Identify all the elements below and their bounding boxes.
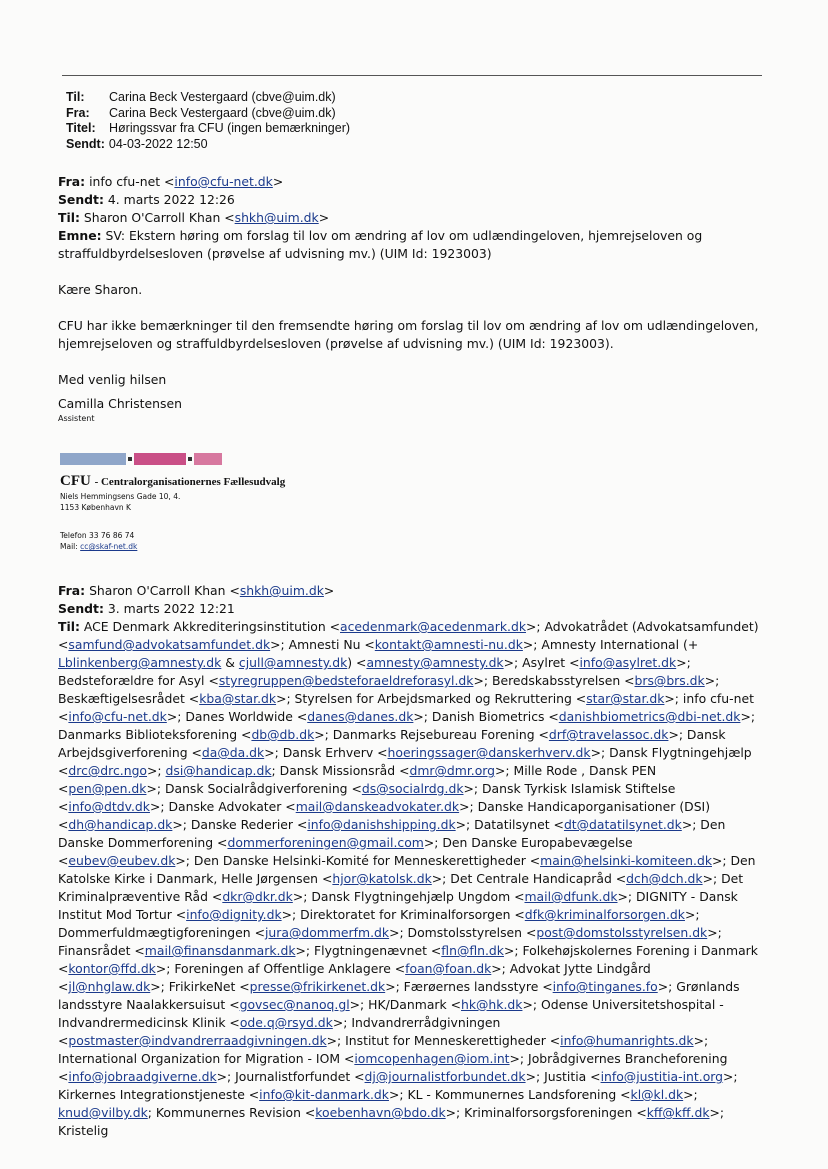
recipient-text: >; Dansk Flygtningehjælp Ungdom < — [292, 889, 525, 904]
org-address — [60, 491, 180, 513]
recipient-email-link[interactable]: danes@danes.dk — [307, 709, 414, 724]
recipient-email-link[interactable]: Lblinkenberg@amnesty.dk — [58, 655, 222, 670]
recipient-email-link[interactable]: cjull@amnesty.dk — [238, 655, 348, 670]
recipient-text: >; Styrelsen for Arbejdsmarked og Rekruttering < — [276, 691, 587, 706]
recipient-email-link[interactable]: kontakt@amnesti-nu.dk — [374, 637, 523, 652]
recipient-email-link[interactable]: mail@finansdanmark.dk — [144, 943, 296, 958]
recipient-text: ; Kommunernes Revision < — [147, 1105, 316, 1120]
logo-dot — [128, 457, 132, 461]
recipient-text: >; Datatilsynet < — [455, 817, 564, 832]
recipient-email-link[interactable]: info@dignity.dk — [186, 907, 282, 922]
recipient-email-link[interactable]: danishbiometrics@dbi-net.dk — [558, 709, 741, 724]
logo-block-magenta — [134, 453, 186, 465]
recipient-email-link[interactable]: dj@journalistforbundet.dk — [364, 1069, 526, 1084]
recipient-text: >; Indvandrerrådgivningen < — [58, 1015, 501, 1048]
recipient-email-link[interactable]: styregruppen@bedsteforaeldreforasyl.dk — [218, 673, 474, 688]
recipient-text: >; Journalistforfundet < — [216, 1069, 365, 1084]
recipient-text: >; Domstolsstyrelsen < — [389, 925, 537, 940]
recipient-email-link[interactable]: kontor@ffd.dk — [68, 961, 156, 976]
recipient-text: >; Dansk Flygtningehjælp < — [58, 745, 752, 778]
recipient-text: >; Beredskabsstyrelsen < — [473, 673, 635, 688]
recipient-email-link[interactable]: main@helsinki-komiteen.dk — [540, 853, 712, 868]
recipient-email-link[interactable]: info@asylret.dk — [579, 655, 677, 670]
til-value: Carina Beck Vestergaard (cbve@uim.dk) — [109, 90, 336, 104]
email-reply — [58, 173, 760, 424]
recipient-text: >; Den Danske Helsinki-Komité for Menneskerettigheder < — [175, 853, 541, 868]
recipient-email-link[interactable]: info@cfu-net.dk — [68, 709, 167, 724]
recipient-email-link[interactable]: hk@hk.dk — [461, 997, 523, 1012]
recipient-text: >; Danske Handicaporganisationer (DSI) < — [58, 799, 711, 832]
recipient-text: >; Foreningen af Offentlige Anklagere < — [155, 961, 406, 976]
recipient-text: >; Dansk Socialrådgiverforening < — [146, 781, 362, 796]
recipient-text: >; Danmarks Biblioteksforening < — [58, 709, 755, 742]
recipient-text: >; Den Danske Europabevægelse < — [58, 835, 633, 868]
recipient-email-link[interactable]: samfund@advokatsamfundet.dk — [68, 637, 271, 652]
recipient-text: >; — [683, 1087, 698, 1102]
recipient-text: >; Danes Worldwide < — [166, 709, 308, 724]
email1-sent: Sendt: 4. marts 2022 12:26 — [58, 192, 235, 207]
recipient-text: >; Kriminalforsorgsforeningen < — [445, 1105, 647, 1120]
recipient-text: >; Grønlands landsstyre Naalakkersuisut < — [58, 979, 740, 1012]
fra-label: Fra: — [66, 105, 90, 120]
recipient-text: >; Advokatrådet (Advokatsamfundet) < — [58, 619, 759, 652]
recipient-text: >; Kirkernes Integrationstjeneste < — [58, 1069, 738, 1102]
recipient-text: >; Danske Advokater < — [149, 799, 296, 814]
recipient-text: ACE Denmark Akkrediteringsinstitution < — [83, 619, 341, 634]
recipient-email-link[interactable]: mail@dfunk.dk — [524, 889, 618, 904]
recipient-text: >; Amnesty International (+ — [522, 637, 699, 652]
recipient-text: & — [221, 655, 239, 670]
recipient-email-link[interactable]: info@kit-danmark.dk — [259, 1087, 389, 1102]
recipient-text: >; Jobrådgivernes Brancheforening < — [58, 1051, 728, 1084]
logo-block-pink — [194, 453, 222, 465]
recipient-email-link[interactable]: brs@brs.dk — [634, 673, 705, 688]
recipient-text: >; Dommerfuldmægtigforeningen < — [58, 907, 700, 940]
recipient-email-link[interactable]: amnesty@amnesty.dk — [366, 655, 504, 670]
recipient-email-link[interactable]: eubev@eubev.dk — [68, 853, 176, 868]
recipient-text: >; Danmarks Rejsebureau Forening < — [314, 727, 549, 742]
recipient-email-link[interactable]: ds@socialrdg.dk — [361, 781, 464, 796]
print-header — [66, 90, 350, 152]
email1-body: CFU har ikke bemærkninger til den fremsendte høring om forslag til lov om ændring af lov om udlændingeloven, hjemrejseloven og straffuldbyrdelsesloven (prøvelse af udvisning mv.) (UIM Id: 1923003). — [58, 318, 759, 351]
recipient-email-link[interactable]: govsec@nanoq.gl — [239, 997, 350, 1012]
recipient-text: >; Asylret < — [503, 655, 580, 670]
recipient-text: >; Den Katolske Kirke i Danmark, Helle Jørgensen < — [58, 853, 756, 886]
email2-recipients: Til: ACE Denmark Akkrediteringsinstitution <acedenmark@acedenmark.dk>; Advokatrådet (Advokatsamfundet) <samfund@advokatsamfundet.dk>; Amnesti Nu <kontakt@amnesti-nu.dk>; Amnesty International (+ Lblinkenberg@amnesty.dk & cjull@amnesty.dk) <amnesty@amnesty.dk>; Asylret <info@asylret.dk>; Bedsteforældre for Asyl <styregruppen@bedsteforaeldreforasyl.dk>; Beredskabsstyrelsen <brs@brs.dk>; Beskæftigelsesrådet <kba@star.dk>; Styrelsen for Arbejdsmarked og Rekruttering <star@star.dk>; info cfu-net <info@cfu-net.dk>; Danes Worldwide <danes@danes.dk>; Danish Biometrics <danishbiometrics@dbi-net.dk>; Danmarks Biblioteksforening <db@db.dk>; Danmarks Rejsebureau Forening <drf@travelassoc.dk>; Dansk Arbejdsgiverforening <da@da.dk>; Dansk Erhverv <hoeringssager@danskerhverv.dk>; Dansk Flygtningehjælp <drc@drc.ngo>; dsi@handicap.dk; Dansk Missionsråd <dmr@dmr.org>; Mille Rode , Dansk PEN <pen@pen.dk>; Dansk Socialrådgiverforening <ds@socialrdg.dk>; Dansk Tyrkisk Islamisk Stiftelse <info@dtdv.dk>; Danske Advokater <mail@danskeadvokater.dk>; Danske Handicaporganisationer (DSI) <dh@handicap.dk>; Danske Rederier <info@danishshipping.dk>; Datatilsynet <dt@datatilsynet.dk>; Den Danske Dommerforening <dommerforeningen@gmail.com>; Den Danske Europabevægelse <eubev@eubev.dk>; Den Danske Helsinki-Komité for Menneskerettigheder <main@helsinki-komiteen.dk>; Den Katolske Kirke i Danmark, Helle Jørgensen <hjor@katolsk.dk>; Det Centrale Handicapråd <dch@dch.dk>; Det Kriminalpræventive Råd <dkr@dkr.dk>; Dansk Flygtningehjælp Ungdom <mail@dfunk.dk>; DIGNITY - Dansk Institut Mod Tortur <info@dignity.dk>; Direktoratet for Kriminalforsorgen <dfk@kriminalforsorgen.dk>; Dommerfuldmægtigforeningen <jura@dommerfm.dk>; Domstolsstyrelsen <post@domstolsstyrelsen.dk>; Finansrådet <mail@finansdanmark.dk>; Flygtningenævnet <fln@fln.dk>; Folkehøjskolernes Forening i Danmark <kontor@ffd.dk>; Foreningen af Offentlige Anklagere <foan@foan.dk>; Advokat Jytte Lindgård <jl@nhglaw.dk>; FrikirkeNet <presse@frikirkenet.dk>; Færøernes landsstyre <info@tinganes.fo>; Grønlands landsstyre Naalakkersuisut <govsec@nanoq.gl>; HK/Danmark <hk@hk.dk>; Odense Universitetshospital - Indvandrermedicinsk Klinik <ode.q@rsyd.dk>; Indvandrerrådgivningen <postmaster@indvandrerraadgivningen.dk>; Institut for Menneskerettigheder <info@humanrights.dk>; International Organization for Migration - IOM <iomcopenhagen@iom.int>; Jobrådgivernes Brancheforening <info@jobraadgiverne.dk>; Journalistforfundet <dj@journalistforbundet.dk>; Justitia <info@justitia-int.org>; Kirkernes Integrationstjeneste <info@kit-danmark.dk>; KL - Kommunernes Landsforening <kl@kl.dk>; knud@vilby.dk; Kommunernes Revision <koebenhavn@bdo.dk>; Kriminalforsorgsforeningen <kff@kff.dk>; Kristelig — [58, 619, 759, 1138]
phone: Telefon 33 76 86 74 — [60, 531, 135, 540]
org-name — [60, 473, 285, 490]
recipient-text: >; Justitia < — [525, 1069, 601, 1084]
recipient-text: >; Danish Biometrics < — [413, 709, 559, 724]
email1-greeting: Kære Sharon. — [58, 282, 143, 297]
mail-link[interactable]: cc@skaf-net.dk — [80, 542, 138, 551]
recipient-text: >; FrikirkeNet < — [150, 979, 250, 994]
recipient-email-link[interactable]: drf@travelassoc.dk — [548, 727, 669, 742]
email1-closing: Med venlig hilsen — [58, 372, 167, 387]
recipient-text: >; Mille Rode , Dansk PEN < — [58, 763, 657, 796]
recipient-email-link[interactable]: info@jobraadgiverne.dk — [68, 1069, 217, 1084]
sendt-value: 04-03-2022 12:50 — [108, 136, 208, 151]
recipient-email-link[interactable]: jl@nhglaw.dk — [68, 979, 151, 994]
recipient-text: >; Kristelig — [58, 1105, 725, 1138]
recipient-email-link[interactable]: info@justitia-int.org — [600, 1069, 724, 1084]
recipient-email-link[interactable]: presse@frikirkenet.dk — [249, 979, 386, 994]
email2-from: Fra: Sharon O'Carroll Khan <shkh@uim.dk> — [58, 583, 335, 598]
recipient-email-link[interactable]: postmaster@indvandrerraadgivningen.dk — [68, 1033, 327, 1048]
recipient-text: ) < — [347, 655, 367, 670]
recipient-text: >; Advokat Jytte Lindgård < — [58, 961, 651, 994]
email1-from: Fra: info cfu-net <info@cfu-net.dk> — [58, 174, 284, 189]
recipient-text: >; Amnesti Nu < — [270, 637, 375, 652]
recipient-text: >; Det Kriminalpræventive Råd < — [58, 871, 744, 904]
recipient-email-link[interactable]: info@danishshipping.dk — [307, 817, 456, 832]
email1-subject: Emne: SV: Ekstern høring om forslag til lov om ændring af lov om udlændingeloven, hjemrejseloven og straffuldbyrdelsesloven (prøvelse af udvisning mv.) (UIM Id: 1923003) — [58, 228, 703, 261]
recipient-email-link[interactable]: hjor@katolsk.dk — [332, 871, 432, 886]
email2-sent: Sendt: 3. marts 2022 12:21 — [58, 601, 235, 616]
recipient-text: >; Bedsteforældre for Asyl < — [58, 655, 691, 688]
address-line-1: Niels Hemmingsens Gade 10, 4. — [60, 492, 181, 501]
recipient-email-link[interactable]: dh@handicap.dk — [68, 817, 173, 832]
recipient-email-link[interactable]: fln@fln.dk — [441, 943, 504, 958]
recipient-email-link[interactable]: dommerforeningen@gmail.com — [227, 835, 424, 850]
org-abbr: CFU — [60, 473, 91, 489]
recipient-email-link[interactable]: drc@drc.ngo — [68, 763, 148, 778]
recipient-email-link[interactable]: db@db.dk — [251, 727, 315, 742]
email1-to: Til: Sharon O'Carroll Khan <shkh@uim.dk> — [58, 210, 330, 225]
recipient-email-link[interactable]: kba@star.dk — [199, 691, 277, 706]
recipient-text: >; Danske Rederier < — [172, 817, 308, 832]
recipient-text: >; KL - Kommunernes Landsforening < — [388, 1087, 631, 1102]
recipient-email-link[interactable]: knud@vilby.dk — [58, 1105, 148, 1120]
recipient-email-link[interactable]: dmr@dmr.org — [409, 763, 496, 778]
mail-line: Mail: cc@skaf-net.dk — [60, 542, 138, 551]
recipient-text: >; Færøernes landsstyre < — [385, 979, 553, 994]
recipient-email-link[interactable]: info@tinganes.fo — [552, 979, 658, 994]
recipient-email-link[interactable]: dch@dch.dk — [626, 871, 703, 886]
recipient-email-link[interactable]: ode.q@rsyd.dk — [239, 1015, 333, 1030]
recipient-email-link[interactable]: mail@danskeadvokater.dk — [295, 799, 460, 814]
recipient-text: >; info cfu-net < — [58, 691, 754, 724]
email1-to-link[interactable]: shkh@uim.dk — [234, 210, 319, 225]
recipient-text: >; International Organization for Migration - IOM < — [58, 1033, 709, 1066]
titel-value: Høringssvar fra CFU (ingen bemærkninger) — [109, 121, 351, 135]
address-line-2: 1153 København K — [60, 503, 131, 512]
recipient-email-link[interactable]: info@humanrights.dk — [560, 1033, 694, 1048]
recipient-email-link[interactable]: dt@datatilsynet.dk — [563, 817, 682, 832]
recipient-text: >; HK/Danmark < — [349, 997, 462, 1012]
recipient-text: >; DIGNITY - Dansk Institut Mod Tortur < — [58, 889, 738, 922]
recipient-email-link[interactable]: star@star.dk — [586, 691, 665, 706]
logo-dot — [188, 457, 192, 461]
recipient-email-link[interactable]: acedenmark@acedenmark.dk — [340, 619, 526, 634]
titel-label: Titel: — [66, 121, 96, 135]
recipient-email-link[interactable]: info@dtdv.dk — [68, 799, 150, 814]
recipient-text: ; Dansk Missionsråd < — [271, 763, 410, 778]
recipient-text: >; Beskæftigelsesrådet < — [58, 673, 720, 706]
logo-block-blue — [60, 453, 126, 465]
sendt-label: Sendt: — [66, 136, 105, 151]
recipient-text: >; Institut for Menneskerettigheder < — [326, 1033, 561, 1048]
recipient-email-link[interactable]: iomcopenhagen@iom.int — [354, 1051, 510, 1066]
recipient-text: >; Den Danske Dommerforening < — [58, 817, 726, 850]
recipient-email-link[interactable]: koebenhavn@bdo.dk — [315, 1105, 446, 1120]
email-original — [58, 582, 760, 1140]
recipient-email-link[interactable]: dfk@kriminalforsorgen.dk — [524, 907, 685, 922]
recipient-text: >; Dansk Arbejdsgiverforening < — [58, 727, 726, 760]
recipient-text: >; Det Centrale Handicapråd < — [431, 871, 627, 886]
email1-signer-title: Assistent — [58, 414, 95, 423]
recipient-email-link[interactable]: kff@kff.dk — [646, 1105, 710, 1120]
recipient-email-link[interactable]: hoeringssager@danskerhverv.dk — [387, 745, 591, 760]
recipient-email-link[interactable]: post@domstolsstyrelsen.dk — [536, 925, 708, 940]
recipient-text: >; Odense Universitetshospital - Indvandrermedicinsk Klinik < — [58, 997, 724, 1030]
recipient-email-link[interactable]: jura@dommerfm.dk — [264, 925, 390, 940]
top-divider — [62, 75, 762, 76]
recipient-text: >; Direktoratet for Kriminalforsorgen < — [281, 907, 525, 922]
org-contact — [60, 530, 137, 552]
recipient-email-link[interactable]: dkr@dkr.dk — [222, 889, 293, 904]
recipient-text: >; Finansrådet < — [58, 925, 722, 958]
recipient-email-link[interactable]: foan@foan.dk — [405, 961, 492, 976]
org-fullname: - Centralorganisationernes Fællesudvalg — [94, 476, 286, 488]
recipient-email-link[interactable]: kl@kl.dk — [630, 1087, 684, 1102]
recipient-text: >; Flygtningenævnet < — [295, 943, 442, 958]
recipient-email-link[interactable]: dsi@handicap.dk — [165, 763, 272, 778]
fra-value: Carina Beck Vestergaard (cbve@uim.dk) — [109, 105, 336, 120]
email1-from-link[interactable]: info@cfu-net.dk — [174, 174, 273, 189]
recipient-text: >; Folkehøjskolernes Forening i Danmark < — [58, 943, 758, 976]
email1-signer: Camilla Christensen — [58, 396, 182, 411]
recipient-text: >; Dansk Tyrkisk Islamisk Stiftelse < — [58, 781, 676, 814]
recipient-email-link[interactable]: da@da.dk — [201, 745, 265, 760]
email2-from-link[interactable]: shkh@uim.dk — [239, 583, 324, 598]
til-label: Til: — [66, 90, 85, 104]
cfu-logo-strip — [60, 452, 222, 466]
recipient-text: >; Dansk Erhverv < — [264, 745, 388, 760]
recipient-text: >; — [147, 763, 166, 778]
recipient-email-link[interactable]: pen@pen.dk — [68, 781, 147, 796]
